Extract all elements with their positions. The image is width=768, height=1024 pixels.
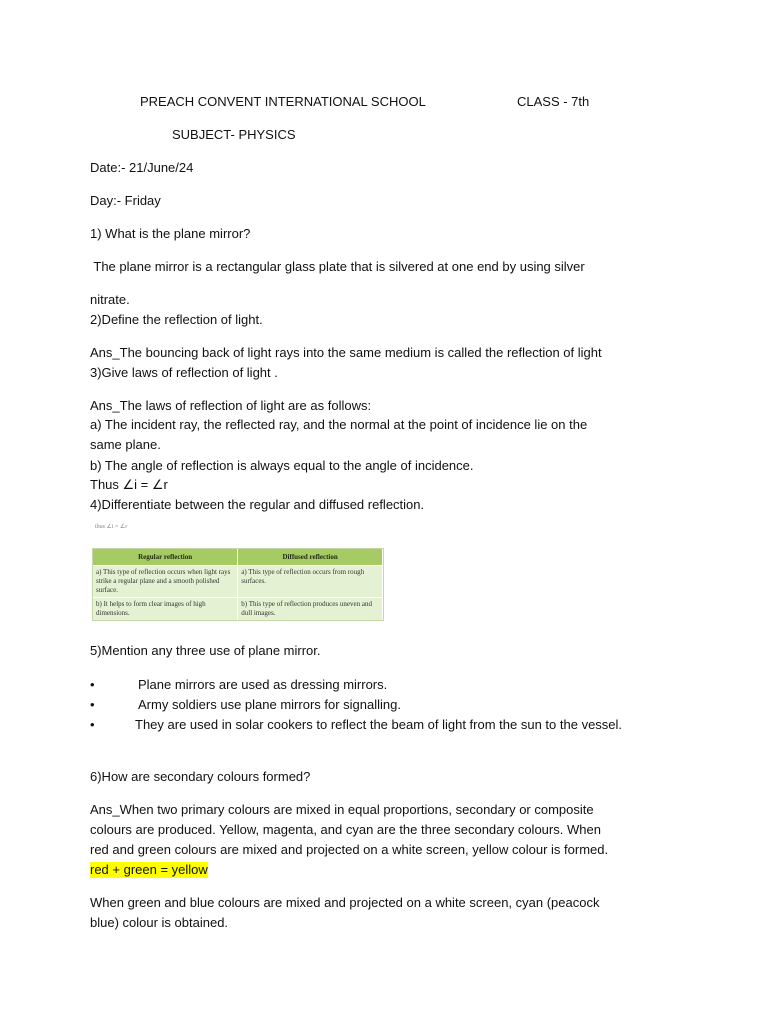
answer-1-line-2: nitrate.	[90, 292, 130, 307]
class-label: CLASS - 7th	[517, 94, 590, 109]
list-item-text: Plane mirrors are used as dressing mirrors.	[138, 677, 388, 692]
table-cell: b) This type of reflection produces uneven and dull images.	[238, 598, 383, 621]
date-line: Date:- 21/June/24	[90, 160, 194, 175]
question-5: 5)Mention any three use of plane mirror.	[90, 643, 321, 658]
question-3: 3)Give laws of reflection of light .	[90, 365, 278, 380]
answer-1-line-1: The plane mirror is a rectangular glass plate that is silvered at one end by using silver	[90, 259, 585, 274]
answer-6-p2-line-1: When green and blue colours are mixed and projected on a white screen, cyan (peacock	[90, 895, 600, 910]
bullet: •	[90, 697, 95, 712]
question-6: 6)How are secondary colours formed?	[90, 769, 311, 784]
table-header-regular: Regular reflection	[93, 549, 238, 566]
answer-6-line-3: red and green colours are mixed and projected on a white screen, yellow colour is formed.	[90, 842, 609, 857]
question-2: 2)Define the reflection of light.	[90, 312, 263, 327]
list-item	[90, 677, 650, 697]
list-item-text: They are used in solar cookers to reflect the beam of light from the sun to the vessel.	[135, 717, 623, 732]
list-item	[90, 697, 650, 717]
law-b: b) The angle of reflection is always equal to the angle of incidence.	[90, 458, 474, 473]
angle-equality: Thus ∠i = ∠r	[90, 477, 168, 492]
table-header-diffused: Diffused reflection	[238, 549, 383, 566]
table-row	[93, 566, 383, 598]
answer-6-p2-line-2: blue) colour is obtained.	[90, 915, 229, 930]
law-a-line-2: same plane.	[90, 437, 161, 452]
question-4: 4)Differentiate between the regular and diffused reflection.	[90, 497, 425, 512]
subject-label: SUBJECT- PHYSICS	[172, 127, 296, 142]
table-cell: a) This type of reflection occurs when light rays strike a regular plane and a smooth polished surface.	[93, 566, 238, 598]
bullet: •	[90, 677, 95, 692]
table-cell: a) This type of reflection occurs from rough surfaces.	[238, 566, 383, 598]
answer-6-line-2: colours are produced. Yellow, magenta, and cyan are the three secondary colours. When	[90, 822, 601, 837]
bullet: •	[90, 717, 95, 732]
law-a-line-1: a) The incident ray, the reflected ray, and the normal at the point of incidence lie on the	[90, 417, 588, 432]
faint-caption: thus ∠i = ∠r	[95, 524, 128, 530]
day-line: Day:- Friday	[90, 193, 161, 208]
school-name: PREACH CONVENT INTERNATIONAL SCHOOL	[140, 94, 426, 109]
reflection-comparison-table	[92, 548, 384, 621]
table-cell: b) It helps to form clear images of high dimensions.	[93, 598, 238, 621]
highlighted-formula: red + green = yellow	[90, 862, 208, 877]
question-1: 1) What is the plane mirror?	[90, 226, 251, 241]
answer-2: Ans_The bouncing back of light rays into the same medium is called the reflection of light	[90, 345, 602, 360]
list-item	[90, 717, 650, 737]
list-item-text: Army soldiers use plane mirrors for signalling.	[138, 697, 401, 712]
answer-3-intro: Ans_The laws of reflection of light are as follows:	[90, 398, 372, 413]
plane-mirror-uses-list	[90, 677, 650, 737]
table-row	[93, 598, 383, 621]
answer-6-line-1: Ans_When two primary colours are mixed in equal proportions, secondary or composite	[90, 802, 594, 817]
